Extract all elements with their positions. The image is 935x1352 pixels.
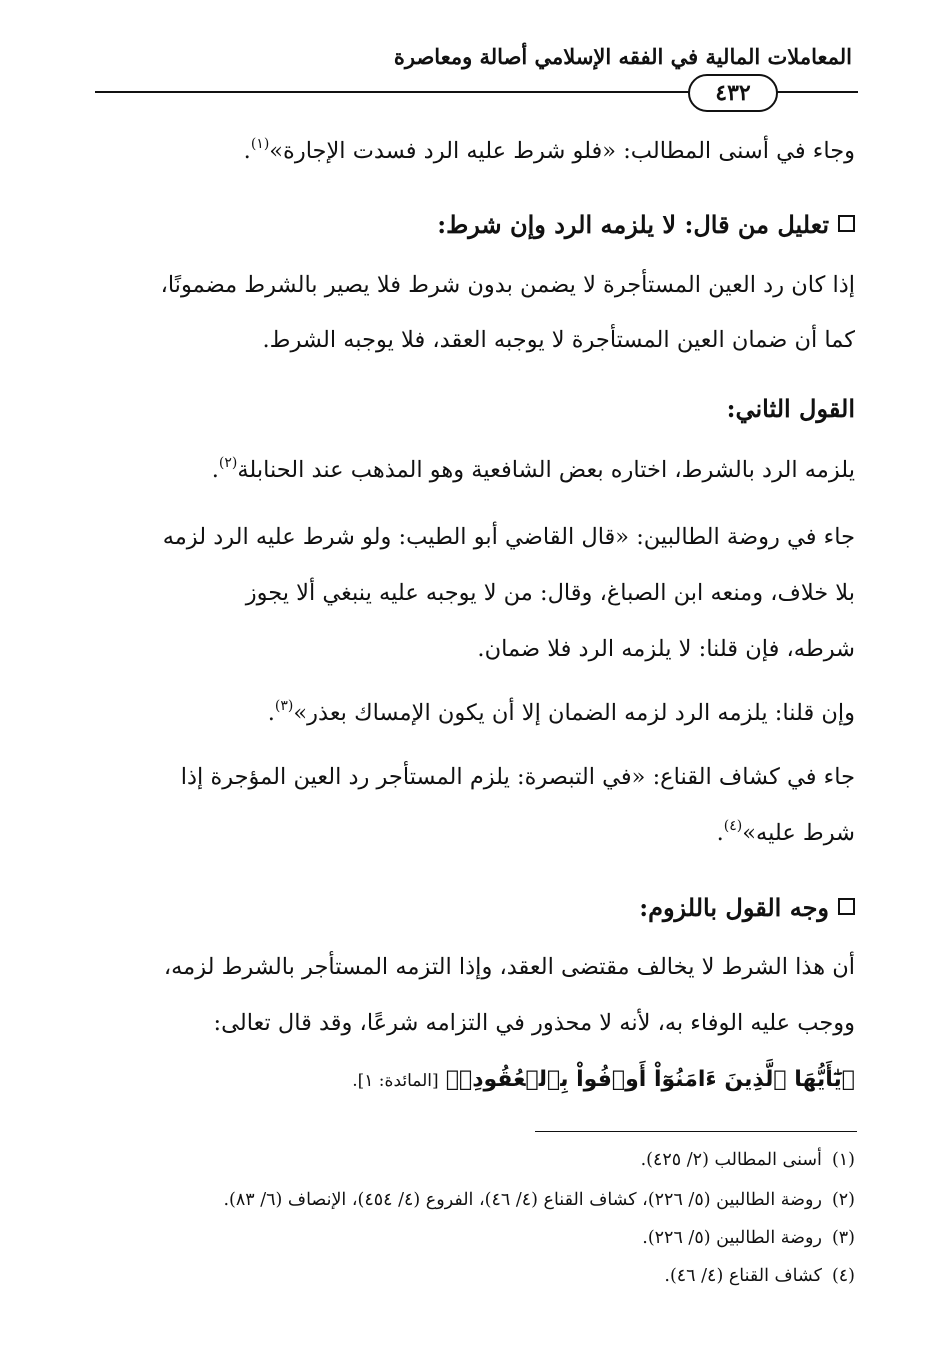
period: . — [211, 457, 219, 483]
page-number-badge: ٤٣٢ — [688, 74, 778, 112]
section-heading-ta3lil — [77, 210, 855, 239]
paragraph-text: شرط عليه» — [742, 820, 855, 846]
paragraph-line: شرطه، فإن قلنا: لا يلزمه الرد فلا ضمان. — [477, 636, 855, 662]
paragraph-if-we-say — [77, 700, 855, 726]
checkbox-icon — [838, 215, 855, 232]
period: . — [716, 820, 724, 846]
section-heading-luzum — [77, 893, 855, 922]
heading-text: تعليل من قال: لا يلزمه الرد وإن شرط: — [437, 210, 829, 239]
footnote-number: (٤) — [831, 1266, 855, 1286]
paragraph-line: إذا كان رد العين المستأجرة لا يضمن بدون شرط فلا يصير بالشرط مضمونًا، — [160, 272, 855, 298]
footnote — [77, 1150, 855, 1170]
footnote-text: كشاف القناع (٤/ ٤٦). — [664, 1266, 822, 1286]
paragraph-text: يلزمه الرد بالشرط، اختاره بعض الشافعية وهو المذهب عند الحنابلة — [237, 457, 855, 483]
footnote-text: روضة الطالبين (٥/ ٢٢٦). — [642, 1228, 822, 1248]
paragraph-line: ووجب عليه الوفاء به، لأنه لا محذور في التزامه شرعًا، وقد قال تعالى: — [213, 1010, 855, 1036]
footnote-rule — [535, 1131, 857, 1132]
paragraph-line: بلا خلاف، ومنعه ابن الصباغ، وقال: من لا يوجبه عليه ينبغي ألا يجوز — [245, 580, 855, 606]
footnote-ref-2: (٢) — [218, 455, 238, 471]
footnote — [77, 1228, 855, 1248]
quran-verse-line — [77, 1066, 855, 1092]
paragraph-line: أن هذا الشرط لا يخالف مقتضى العقد، وإذا التزمه المستأجر بالشرط لزمه، — [163, 954, 855, 980]
quran-verse: ﴿يَٰٓأَيُّهَا ٱلَّذِينَ ءَامَنُوٓاْ أَوۡفُواْ بِٱلۡعُقُودِۚ﴾ — [445, 1067, 855, 1092]
heading-text: وجه القول باللزوم: — [639, 893, 829, 922]
footnote-number: (٣) — [831, 1228, 855, 1248]
paragraph-line: كما أن ضمان العين المستأجرة لا يوجبه العقد، فلا يوجبه الشرط. — [262, 327, 855, 353]
footnote — [77, 1190, 855, 1210]
paragraph-line — [77, 820, 855, 846]
footnote-text: أسنى المطالب (٢/ ٤٢٥). — [640, 1150, 822, 1170]
footnote-ref-1: (١) — [250, 136, 270, 152]
footnote — [77, 1266, 855, 1286]
period: . — [267, 700, 275, 726]
paragraph-second-opinion — [77, 457, 855, 483]
verse-reference: [المائدة: ١]. — [352, 1071, 439, 1091]
footnote-ref-3: (٣) — [274, 698, 294, 714]
section-heading-second-opinion: القول الثاني: — [726, 394, 855, 423]
footnote-ref-4: (٤) — [723, 818, 743, 834]
footnote-text: روضة الطالبين (٥/ ٢٢٦)، كشاف القناع (٤/ ٤٦)، الفروع (٤/ ٤٥٤)، الإنصاف (٦/ ٨٣). — [223, 1190, 822, 1210]
paragraph-text: وجاء في أسنى المطالب: «فلو شرط عليه الرد فسدت الإجارة» — [269, 138, 855, 164]
footnote-number: (٢) — [831, 1190, 855, 1210]
paragraph-line: جاء في روضة الطالبين: «قال القاضي أبو الطيب: ولو شرط عليه الرد لزمه — [162, 524, 855, 550]
paragraph-text: وإن قلنا: يلزمه الرد لزمه الضمان إلا أن يكون الإمساك بعذر» — [293, 700, 855, 726]
checkbox-icon — [838, 898, 855, 915]
paragraph-asna-quote — [77, 138, 855, 164]
period: . — [243, 138, 251, 164]
paragraph-line: جاء في كشاف القناع: «في التبصرة: يلزم المستأجر رد العين المؤجرة إذا — [180, 764, 855, 790]
footnote-number: (١) — [831, 1150, 855, 1170]
running-title: المعاملات المالية في الفقه الإسلامي أصالة ومعاصرة — [393, 44, 852, 69]
